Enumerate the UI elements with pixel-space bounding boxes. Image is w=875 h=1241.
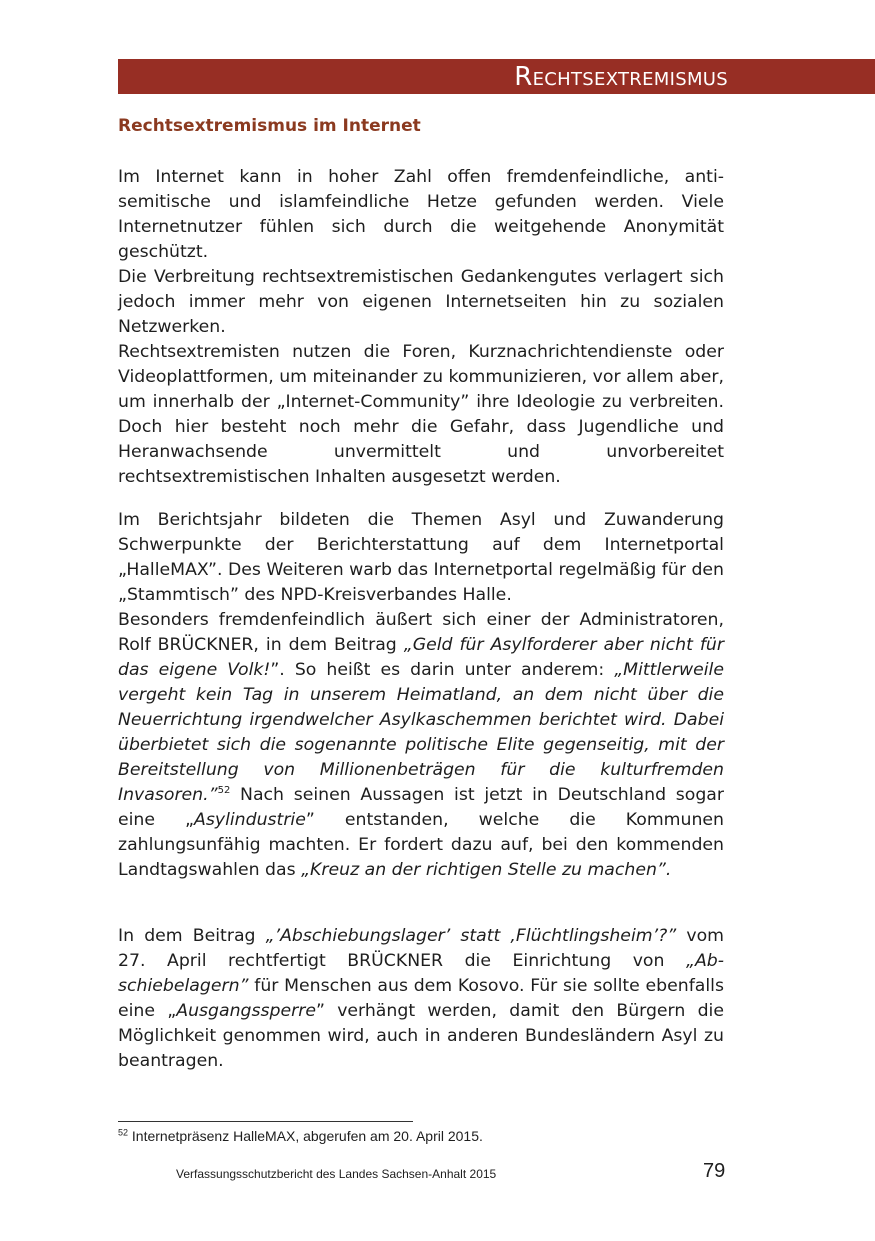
paragraph-3: Rechtsextremisten nutzen die Foren, Kurznachrichtendienste oder Videoplattformen, um miteinander zu kommunizieren, vor allem aber, um innerhalb der „Internet-Community” ihre Ideologie zu verbreiten. Doch hier besteht noch mehr die Gefahr, dass Jugendliche und Heranwachsende unvermittelt und unvorbereitet rechtsextremistischen Inhalten ausgesetzt werden. bbox=[118, 342, 725, 487]
quote-term: „Abschiebelagern” bbox=[118, 951, 724, 996]
text-run: Nach seinen Aussagen ist jetzt in Deutschland sogar eine „ bbox=[118, 785, 724, 830]
quote-title: „’Abschiebungslager’ statt ‚Flüchtlingsheim’?” bbox=[265, 926, 677, 946]
section-title: Rechtsextremismus im Internet bbox=[118, 116, 421, 136]
paragraph-5 bbox=[118, 608, 724, 883]
text-run: ”. So heißt es darin unter anderem: bbox=[270, 660, 615, 680]
paragraph-4: Im Berichtsjahr bildeten die Themen Asyl und Zuwanderung Schwerpunkte der Berichterstattung auf dem Internetportal „HalleMAX”. Des Weiteren warb das Internetportal regelmäßig für den „Stammtisch” des NPD-Kreisverbandes Halle. bbox=[118, 510, 724, 605]
footnote-divider bbox=[118, 1121, 413, 1122]
footnote-number: 52 bbox=[118, 1127, 129, 1138]
chapter-title: Rechtsextremismus bbox=[514, 62, 728, 92]
paragraph-6 bbox=[118, 924, 724, 1074]
quote-term: Asylindustrie bbox=[194, 810, 306, 830]
body-text bbox=[118, 165, 724, 1074]
quote: „Mittlerweile vergeht kein Tag in unserem Heimatland, an dem nicht über die Neuerrichtung irgendwelcher Asylkaschemmen berichtet wird. Dabei überbietet sich die sogenannte politische Elite gegenseitig, mit der Bereitstellung von Millionenbeträgen für die kulturfremden Invasoren.” bbox=[118, 660, 724, 805]
quote-title: „Geld für Asylforderer aber nicht für das eigene Volk! bbox=[118, 635, 724, 680]
text-run: Besonders fremdenfeindlich äußert sich einer der Administratoren, Rolf BRÜCKNER, in dem Beitrag bbox=[118, 610, 724, 655]
chapter-header-bar bbox=[118, 59, 875, 94]
quote: „Kreuz an der richtigen Stelle zu machen”. bbox=[301, 860, 672, 880]
footnote-text: Internetpräsenz HalleMAX, abgerufen am 20. April 2015. bbox=[128, 1128, 483, 1144]
text-run: In dem Beitrag bbox=[118, 926, 266, 946]
text-run: ” entstanden, welche die Kommunen zahlungsunfähig machten. Er fordert dazu auf, bei den kommenden Landtagswahlen das bbox=[118, 810, 724, 880]
footnote bbox=[118, 1126, 483, 1146]
paragraph-2: Die Verbreitung rechtsextremistischen Gedankengutes verlagert sich jedoch immer mehr von eigenen Internetseiten hin zu sozialen Netzwerken. bbox=[118, 267, 724, 337]
text-run: vom 27. April rechtfertigt BRÜCKNER die Einrichtung von bbox=[118, 926, 724, 971]
paragraph-1: Im Internet kann in hoher Zahl offen fremdenfeindliche, antisemitische und islamfeindliche Hetze gefunden werden. Viele Internetnutzer fühlen sich durch die weitgehende Anonymität geschützt. bbox=[118, 167, 724, 262]
footnote-reference: 52 bbox=[217, 785, 231, 797]
text-run: ” verhängt werden, damit den Bürgern die Möglichkeit genommen wird, auch in anderen Bundesländern Asyl zu beantragen. bbox=[118, 1001, 724, 1071]
quote-term: Ausgangssperre bbox=[176, 1001, 316, 1021]
page-number: 79 bbox=[703, 1160, 726, 1182]
text-run: für Menschen aus dem Kosovo. Für sie sollte ebenfalls eine „ bbox=[118, 976, 724, 1021]
footer-publication: Verfassungsschutzbericht des Landes Sachsen-Anhalt 2015 bbox=[176, 1167, 497, 1181]
